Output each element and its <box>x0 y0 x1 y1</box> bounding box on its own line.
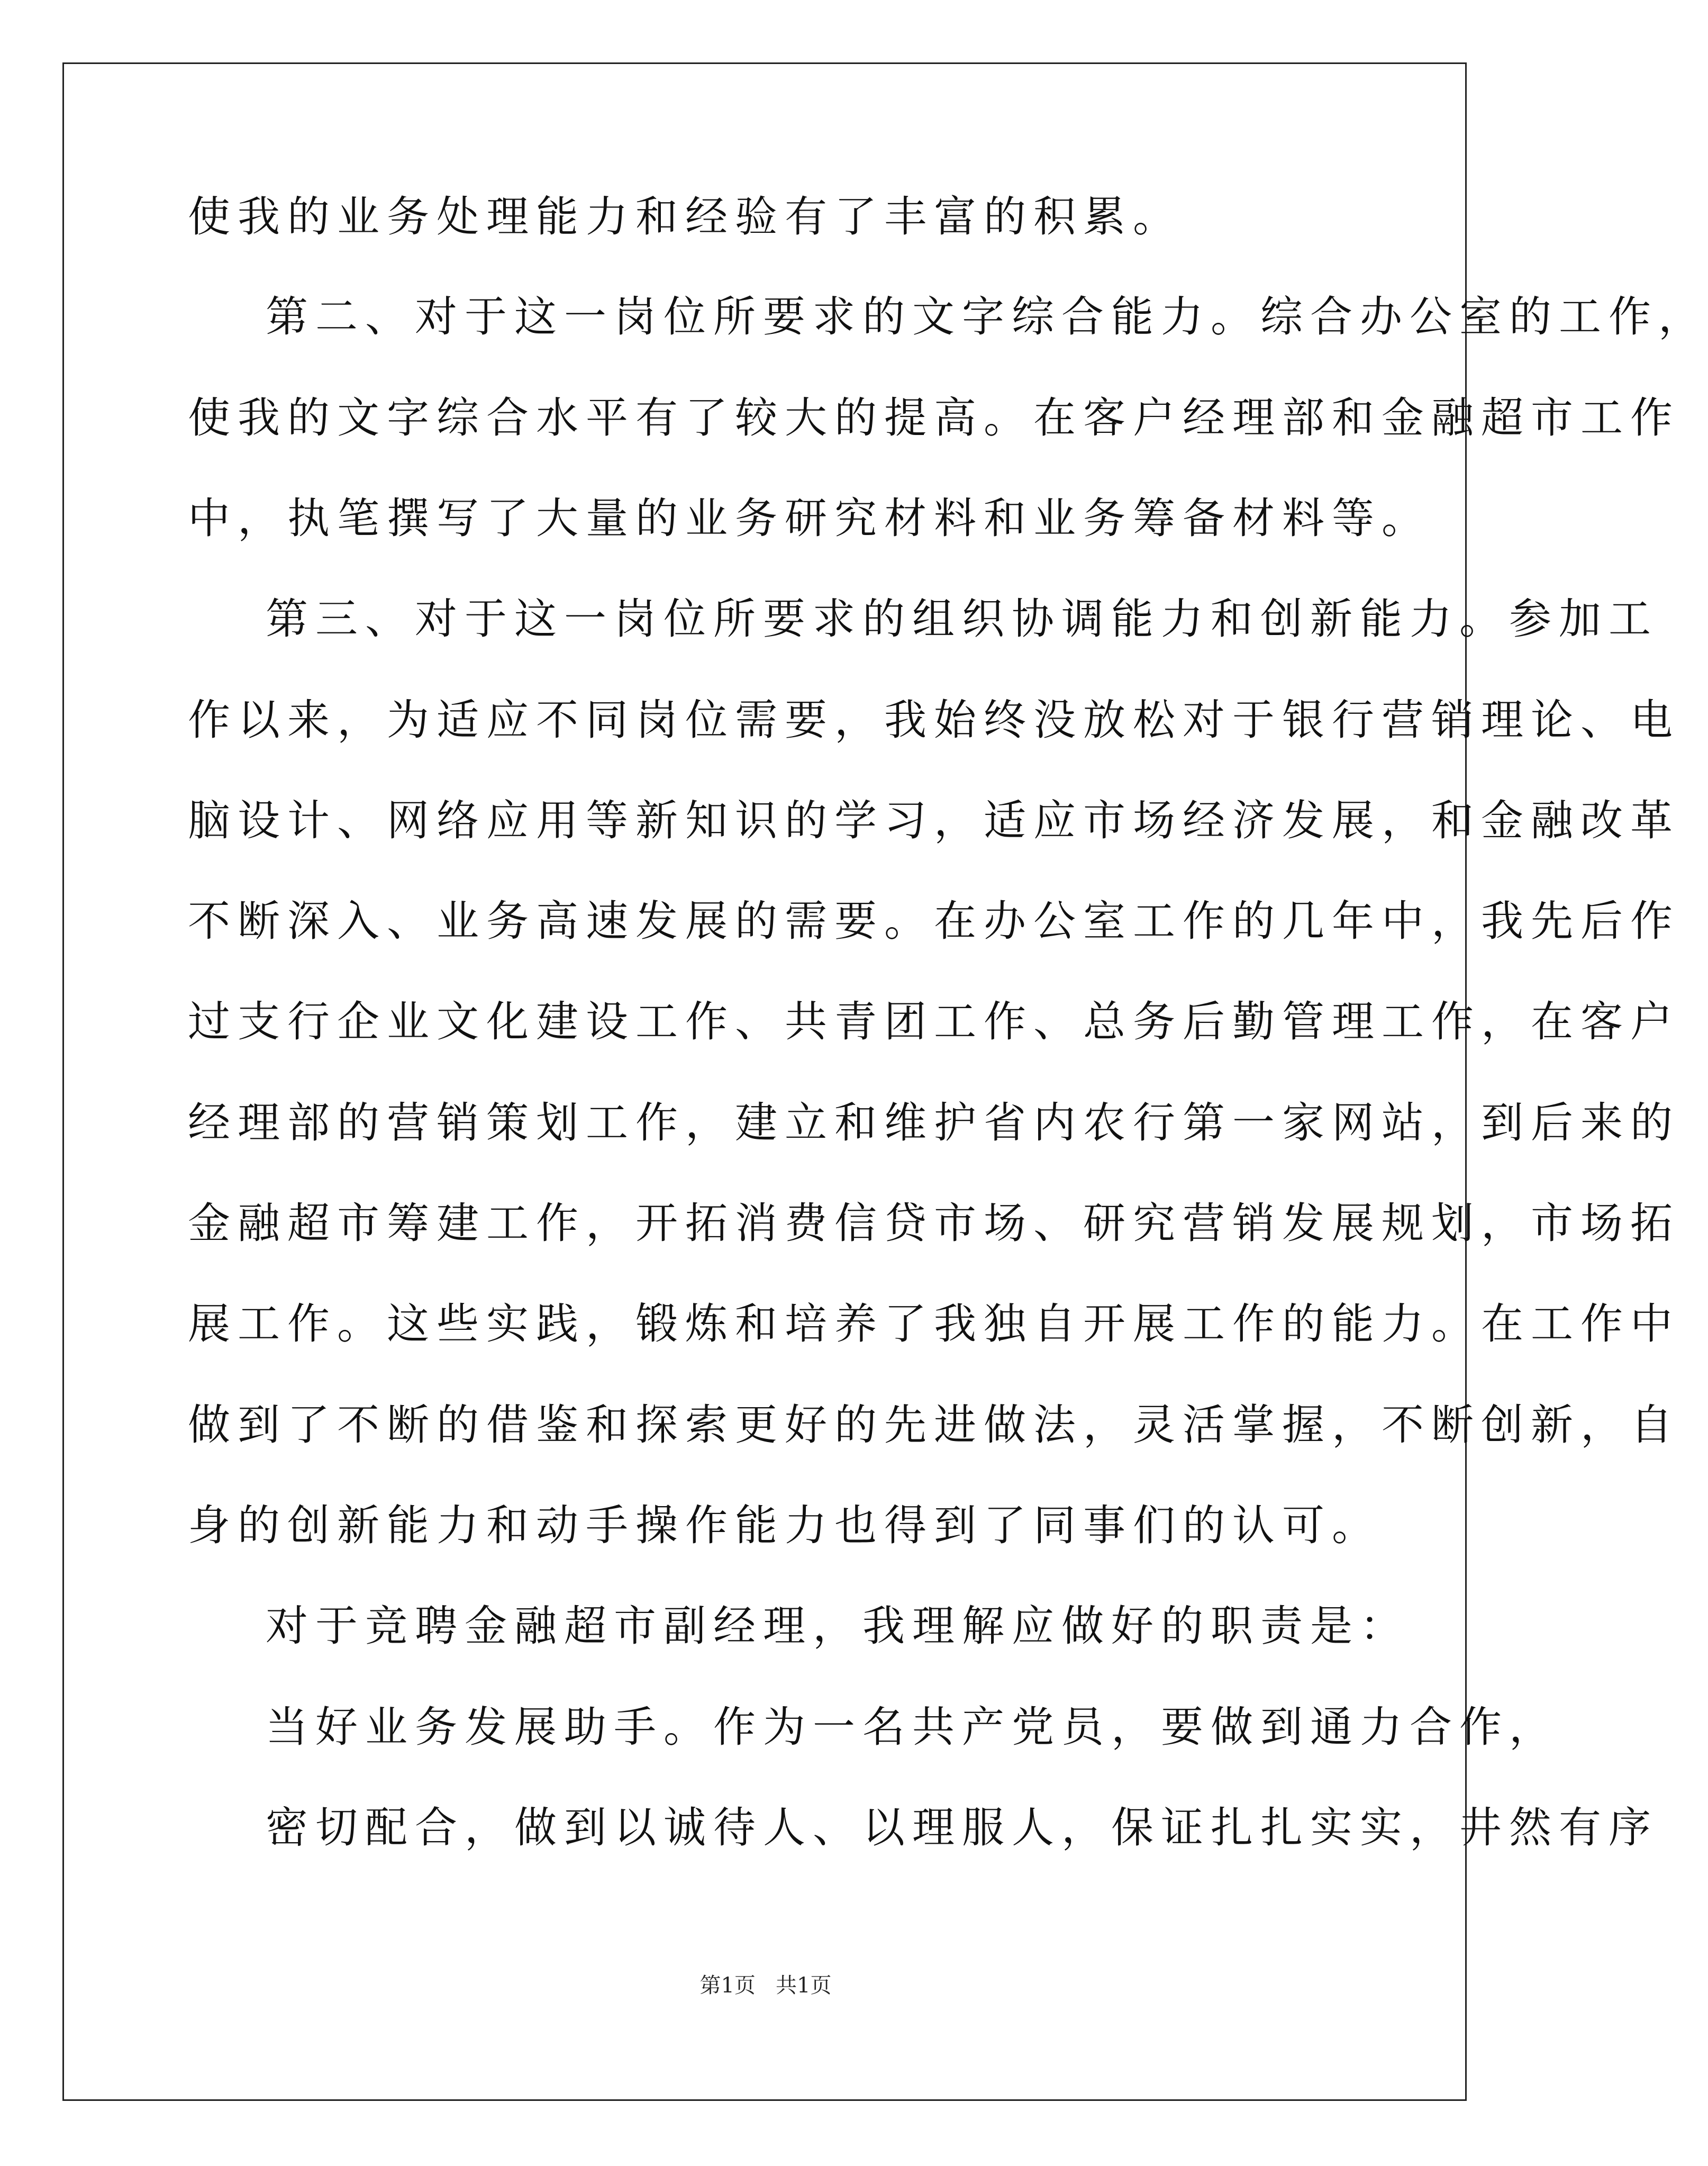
text-line-10: 经理部的营销策划工作，建立和维护省内农行第一家网站，到后来的 <box>188 1098 1680 1147</box>
page-footer: 第1页 共1页 <box>699 1973 832 1998</box>
text-line-14: 身的创新能力和动手操作能力也得到了同事们的认可。 <box>188 1501 1382 1550</box>
text-line-17: 密切配合，做到以诚待人、以理服人，保证扎扎实实，井然有序 <box>266 1803 1658 1852</box>
text-line-6: 作以来，为适应不同岗位需要，我始终没放松对于银行营销理论、电 <box>188 695 1680 745</box>
text-line-4: 中，执笔撰写了大量的业务研究材料和业务筹备材料等。 <box>188 494 1431 543</box>
page-border <box>62 62 1467 2101</box>
text-line-9: 过支行企业文化建设工作、共青团工作、总务后勤管理工作，在客户 <box>188 997 1680 1046</box>
text-line-8: 不断深入、业务高速发展的需要。在办公室工作的几年中，我先后作 <box>188 896 1680 946</box>
text-line-13: 做到了不断的借鉴和探索更好的先进做法，灵活掌握，不断创新，自 <box>188 1400 1680 1449</box>
text-line-12: 展工作。这些实践，锻炼和培养了我独自开展工作的能力。在工作中 <box>188 1299 1680 1348</box>
text-line-1: 使我的业务处理能力和经验有了丰富的积累。 <box>188 192 1183 241</box>
text-line-5: 第三、对于这一岗位所要求的组织协调能力和创新能力。参加工 <box>266 594 1658 644</box>
text-line-11: 金融超市筹建工作，开拓消费信贷市场、研究营销发展规划，市场拓 <box>188 1199 1680 1248</box>
text-line-3: 使我的文字综合水平有了较大的提高。在客户经理部和金融超市工作 <box>188 393 1680 442</box>
text-line-16: 当好业务发展助手。作为一名共产党员，要做到通力合作， <box>266 1702 1559 1752</box>
text-line-15: 对于竞聘金融超市副经理，我理解应做好的职责是： <box>266 1601 1410 1651</box>
text-line-7: 脑设计、网络应用等新知识的学习，适应市场经济发展，和金融改革 <box>188 796 1680 845</box>
text-line-2: 第二、对于这一岗位所要求的文字综合能力。综合办公室的工作， <box>266 292 1708 341</box>
